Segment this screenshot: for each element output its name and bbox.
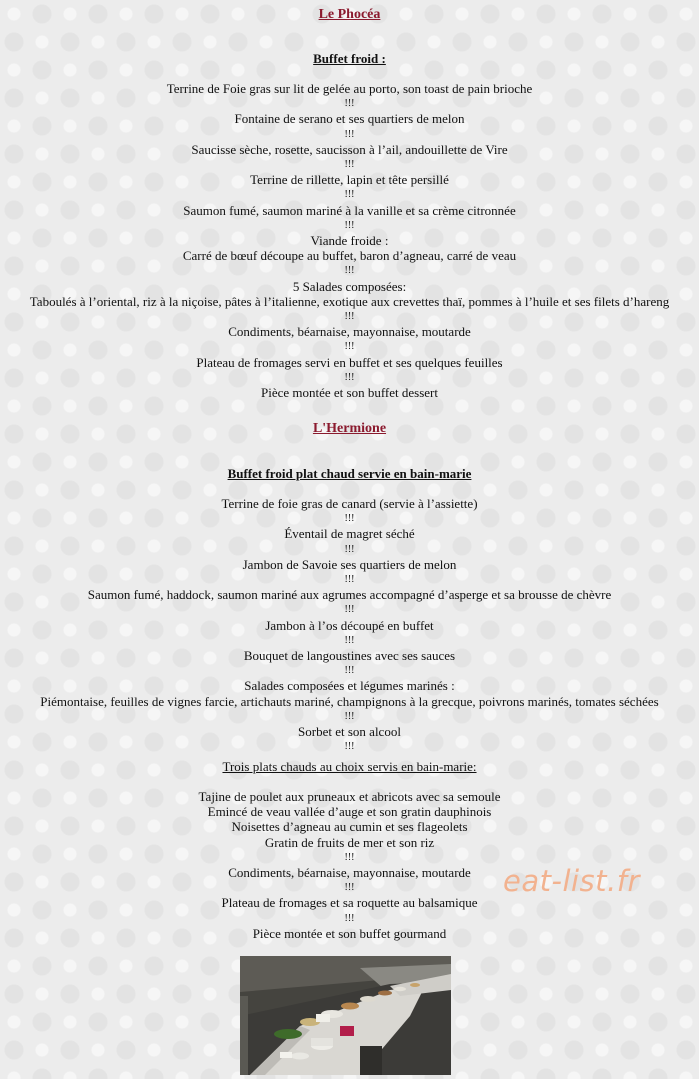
separator-mark: !!! <box>344 98 355 110</box>
separator-mark: !!! <box>344 543 355 555</box>
menu-item: Pièce montée et son buffet gourmand <box>252 925 447 941</box>
separator-mark: !!! <box>344 219 355 231</box>
menu-item: Condiments, béarnaise, mayonnaise, moutarde <box>228 324 471 340</box>
menu-subheading-plats-chauds: Trois plats chauds au choix servis en bain-marie: <box>222 759 477 774</box>
menu-item: Éventail de magret séché <box>284 526 415 542</box>
menu-item: 5 Salades composées: <box>292 278 407 294</box>
watermark-text: eat-list.fr <box>503 864 640 898</box>
menu-item: Saumon fumé, haddock, saumon mariné aux agrumes accompagné d’asperge et sa brousse de chèvre <box>87 587 612 603</box>
menu-item: Jambon à l’os découpé en buffet <box>265 617 434 633</box>
separator-mark: !!! <box>344 710 355 722</box>
menu-item: Sorbet et son alcool <box>298 724 401 740</box>
separator-mark: !!! <box>344 604 355 616</box>
separator-mark: !!! <box>344 311 355 323</box>
menu-item: Piémontaise, feuilles de vignes farcie, artichauts mariné, champignons à la grecque, poivrons marinés, tomates séchées <box>40 693 659 709</box>
separator-mark: !!! <box>344 128 355 140</box>
separator-mark: !!! <box>344 189 355 201</box>
menu-item: Terrine de Foie gras sur lit de gelée au porto, son toast de pain brioche <box>166 81 533 96</box>
menu-item: Saumon fumé, saumon mariné à la vanille et sa crème citronnée <box>183 202 516 218</box>
menu-item: Jambon de Savoie ses quartiers de melon <box>242 556 457 572</box>
menu-items-phocea <box>0 81 699 400</box>
separator-mark: !!! <box>344 741 355 753</box>
menu-heading-buffet-chaud: Buffet froid plat chaud servie en bain-marie <box>227 466 472 481</box>
menu-item: Terrine de rillette, lapin et tête persillé <box>250 172 449 188</box>
separator-mark: !!! <box>344 665 355 677</box>
separator-mark: !!! <box>344 513 355 525</box>
menu-items-hermione <box>0 496 699 754</box>
menu-item: Fontaine de serano et ses quartiers de melon <box>234 111 465 127</box>
separator-mark: !!! <box>344 265 355 277</box>
menu-item: Plateau de fromages servi en buffet et ses quelques feuilles <box>196 354 503 370</box>
separator-mark: !!! <box>344 851 355 863</box>
separator-mark: !!! <box>344 159 355 171</box>
buffet-photo-image <box>240 956 451 1075</box>
restaurant-title-hermione: L'Hermione <box>312 421 387 436</box>
menu-item: Emincé de veau vallée d’auge et son gratin dauphinois <box>207 804 492 820</box>
menu-item: Terrine de foie gras de canard (servie à l’assiette) <box>221 496 478 511</box>
restaurant-title-phocea: Le Phocéa <box>318 7 381 22</box>
menu-item: Saucisse sèche, rosette, saucisson à l’ail, andouillette de Vire <box>191 141 508 157</box>
buffet-photo <box>240 956 451 1075</box>
menu-item: Bouquet de langoustines avec ses sauces <box>243 648 456 664</box>
menu-item: Carré de bœuf découpe au buffet, baron d’agneau, carré de veau <box>182 248 517 264</box>
menu-item: Plateau de fromages et sa roquette au balsamique <box>221 895 478 911</box>
menu-item: Gratin de fruits de mer et son riz <box>264 834 435 850</box>
separator-mark: !!! <box>344 341 355 353</box>
menu-item: Noisettes d’agneau au cumin et ses flageolets <box>231 819 468 835</box>
menu-item: Pièce montée et son buffet dessert <box>260 385 438 401</box>
separator-mark: !!! <box>344 912 355 924</box>
separator-mark: !!! <box>344 634 355 646</box>
menu-item: Salades composées et légumes marinés : <box>244 678 455 694</box>
separator-mark: !!! <box>344 574 355 586</box>
menu-item: Condiments, béarnaise, mayonnaise, moutarde <box>228 865 471 881</box>
separator-mark: !!! <box>344 882 355 894</box>
separator-mark: !!! <box>344 371 355 383</box>
menu-item: Viande froide : <box>310 233 389 249</box>
menu-item: Tajine de poulet aux pruneaux et abricots avec sa semoule <box>198 789 501 804</box>
menu-heading-buffet-froid: Buffet froid : <box>313 51 386 66</box>
menu-item: Taboulés à l’oriental, riz à la niçoise, pâtes à l’italienne, exotique aux crevettes thaï, pommes à l’huile et ses filets d’hareng <box>29 293 670 309</box>
